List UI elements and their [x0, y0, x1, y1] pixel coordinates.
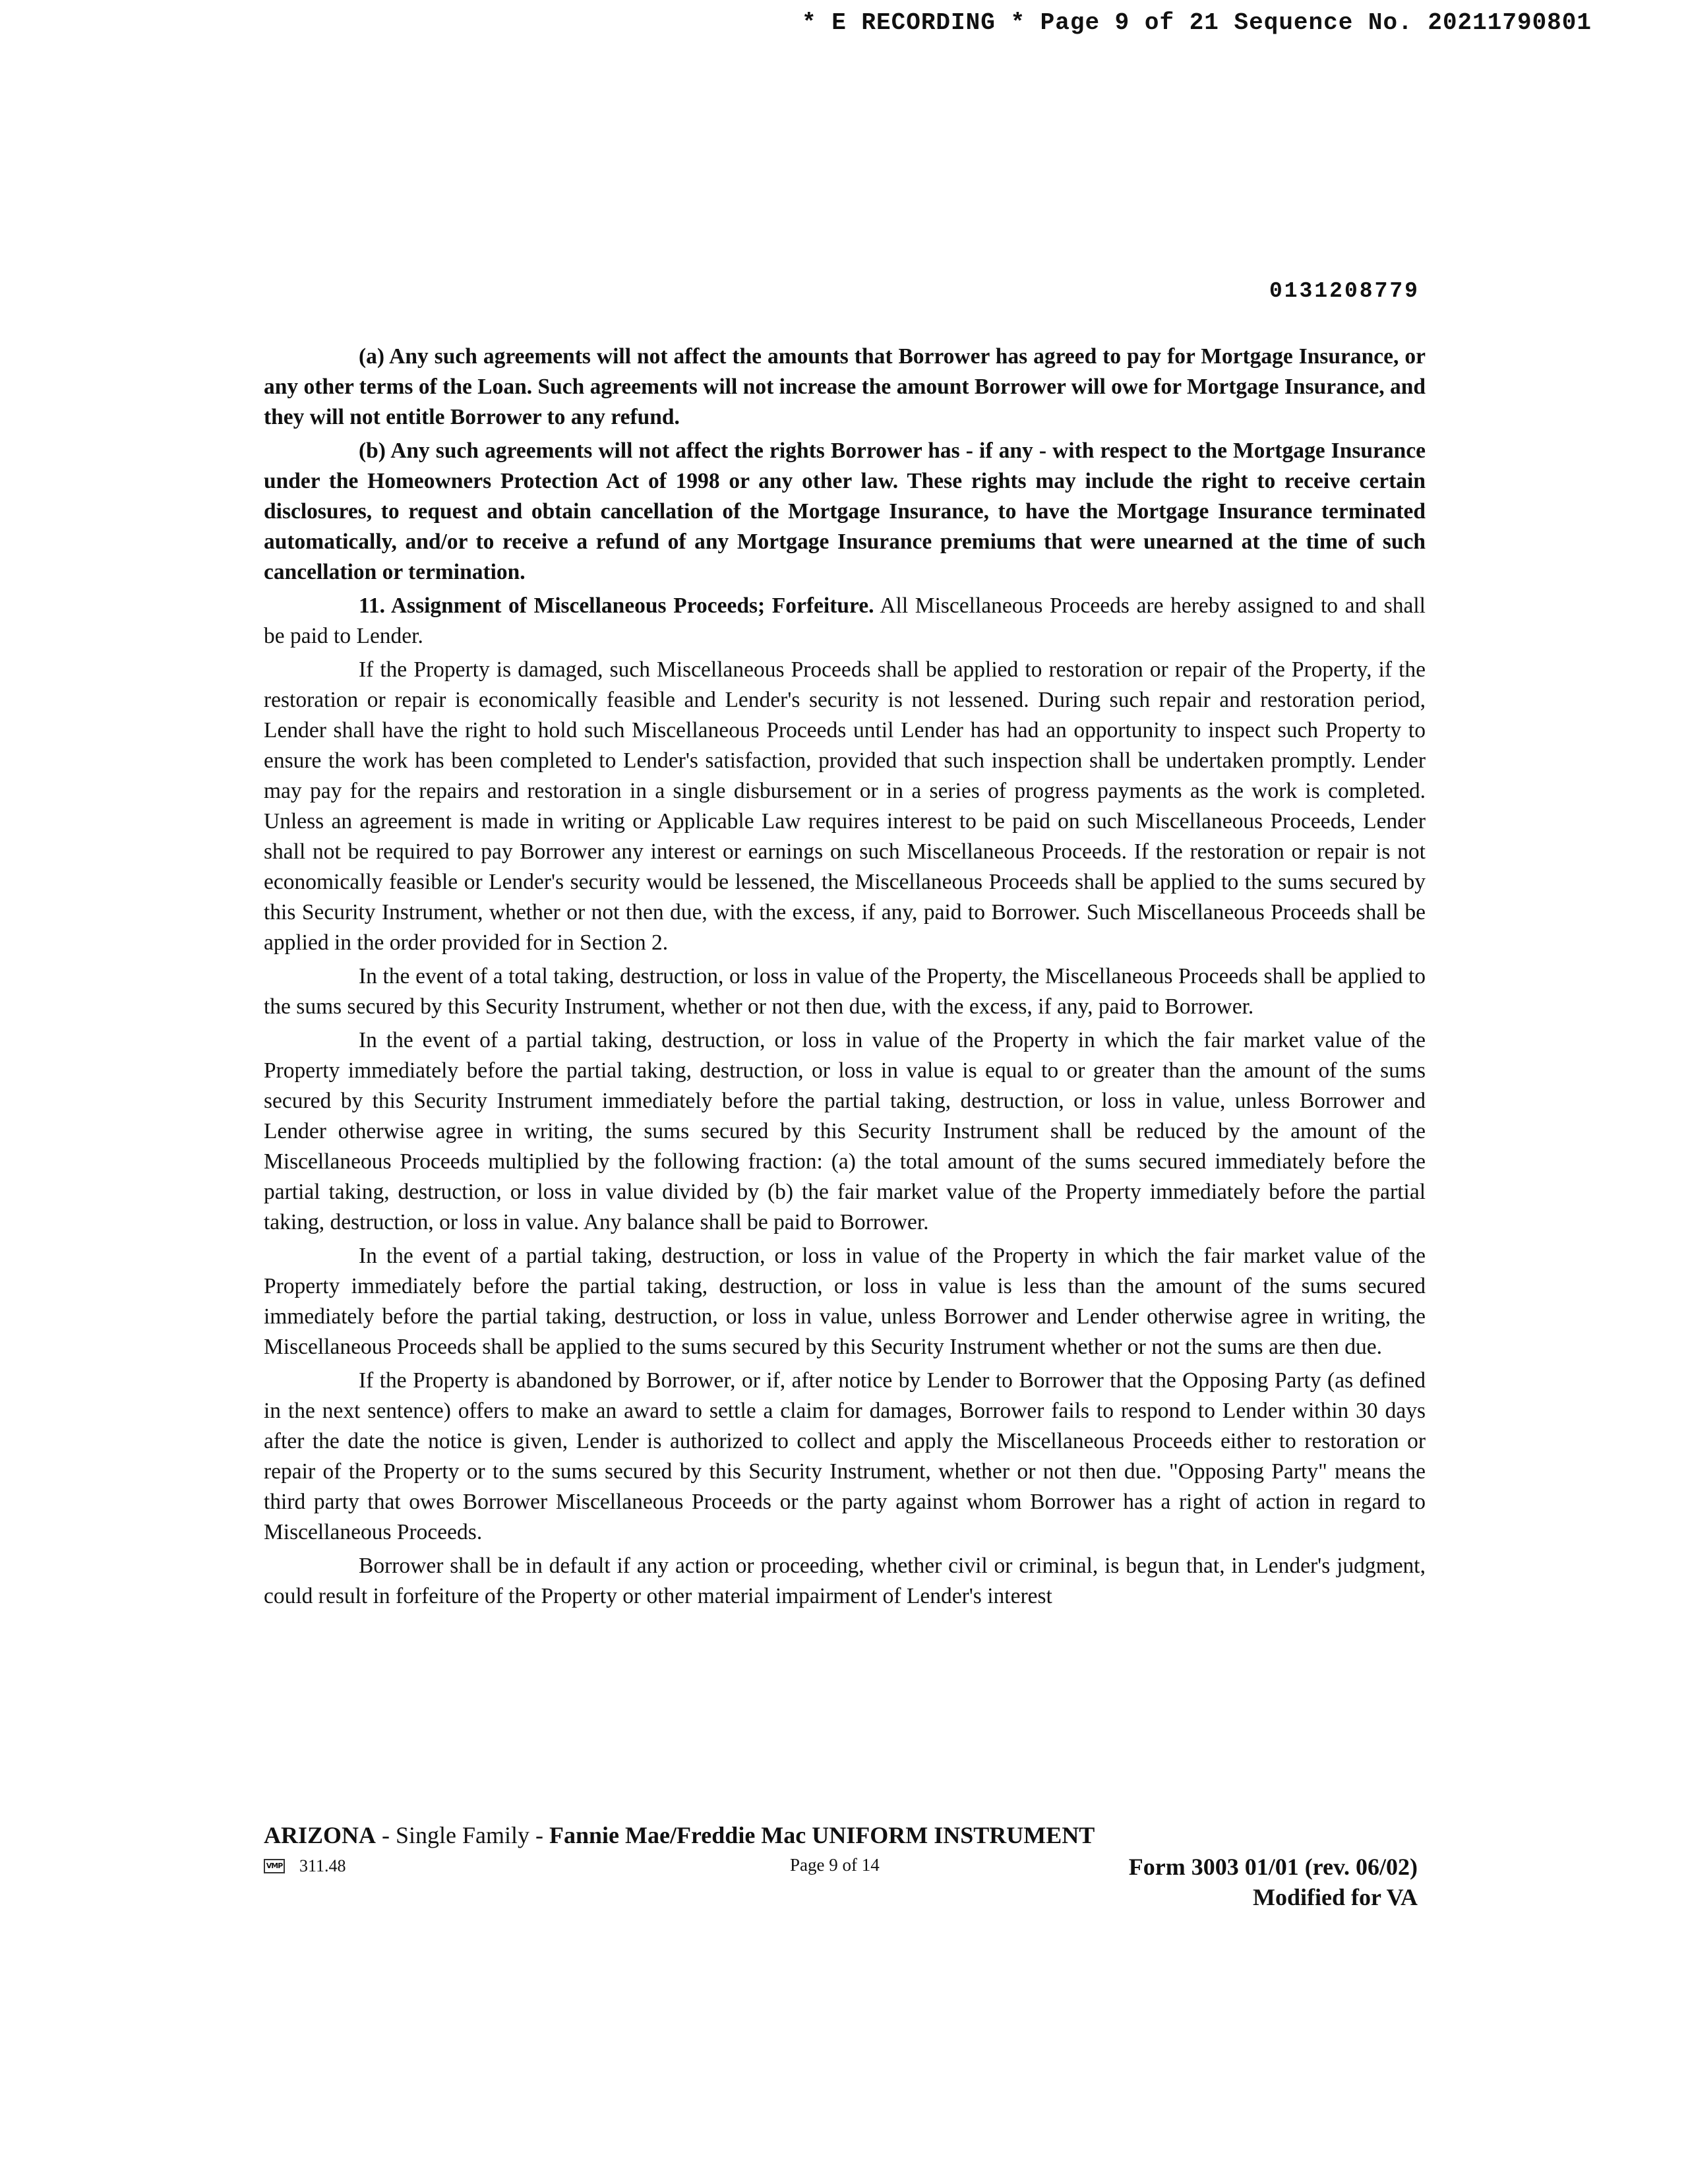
paragraph-property-abandoned: If the Property is abandoned by Borrower, or if, after notice by Lender to Borrower that the Opposing Party (as defined in the next sentence) offers to make an award to settle a claim for damages, Borrower fails to respond to Lender within 30 days after the date the notice is given, Lender is authorized to collect and apply the Miscellaneous Proceeds either to restoration or repair of the Property or to the sums secured by this Security Instrument, whether or not then due. "Opposing Party" means the third party that owes Borrower Miscellaneous Proceeds or the party against whom Borrower has a right of action in regard to Miscellaneous Proceeds. — [264, 1368, 1426, 1544]
section-11-heading: 11. Assignment of Miscellaneous Proceeds; Forfeiture. — [359, 593, 874, 618]
loan-number: 0131208779 — [1269, 279, 1420, 303]
footer-code-number: 311.48 — [299, 1856, 346, 1875]
paragraph-b: (b) Any such agreements will not affect the rights Borrower has - if any - with respect to the Mortgage Insurance under the Homeowners Protection Act of 1998 or any other law. These rights may include the right to receive certain disclosures, to request and obtain cancellation of the Mortgage Insurance, to have the Mortgage Insurance terminated automatically, and/or to receive a refund of any Mortgage Insurance premiums that were unearned at the time of such cancellation or termination. — [264, 439, 1426, 584]
footer-code — [264, 1856, 346, 1876]
paragraph-a: (a) Any such agreements will not affect the amounts that Borrower has agreed to pay for Mortgage Insurance, or any other terms of the Loan. Such agreements will not increase the amount Borrower will owe for Mortgage Insurance, and they will not entitle Borrower to any refund. — [264, 344, 1426, 429]
paragraph-partial-taking-greater: In the event of a partial taking, destruction, or loss in value of the Property in which the fair market value of the Property immediately before the partial taking, destruction, or loss in value is equal to or greater than the amount of the sums secured by this Security Instrument immediately before the partial taking, destruction, or loss in value, unless Borrower and Lender otherwise agree in writing, the sums secured by this Security Instrument shall be reduced by the amount of the Miscellaneous Proceeds multiplied by the following fraction: (a) the total amount of the sums secured immediately before the partial taking, destruction, or loss in value divided by (b) the fair market value of the Property immediately before the partial taking, destruction, or loss in value. Any balance shall be paid to Borrower. — [264, 1028, 1426, 1234]
paragraph-partial-taking-less: In the event of a partial taking, destruction, or loss in value of the Property in which the fair market value of the Property immediately before the partial taking, destruction, or loss in value is less than the amount of the sums secured immediately before the partial taking, destruction, or loss in value, unless Borrower and Lender otherwise agree in writing, the Miscellaneous Proceeds shall be applied to the sums secured by this Security Instrument whether or not the sums are then due. — [264, 1244, 1426, 1359]
section-11 — [264, 591, 1426, 652]
footer-form — [1129, 1852, 1418, 1912]
footer-page-number: Page 9 of 14 — [790, 1855, 880, 1875]
footer-state: ARIZONA — [264, 1822, 377, 1848]
recording-header: * E RECORDING * Page 9 of 21 Sequence No. 20211790801 — [802, 9, 1592, 36]
vmp-logo-icon: VMP — [264, 1859, 285, 1873]
footer-instrument-line — [264, 1821, 1095, 1849]
footer-instrument: Fannie Mae/Freddie Mac UNIFORM INSTRUMENT — [549, 1822, 1095, 1848]
footer-modified: Modified for VA — [1252, 1884, 1418, 1910]
footer-form-number: Form 3003 01/01 (rev. 06/02) — [1128, 1854, 1418, 1880]
paragraph-total-taking: In the event of a total taking, destruction, or loss in value of the Property, the Miscellaneous Proceeds shall be applied to the sums secured by this Security Instrument, whether or not then due, with the excess, if any, paid to Borrower. — [264, 964, 1426, 1019]
footer-separator: - Single Family - — [376, 1822, 550, 1848]
section-11-text: All Miscellaneous Proceeds are hereby assigned to and shall be paid to Lender. — [264, 593, 1426, 648]
paragraph-borrower-default: Borrower shall be in default if any action or proceeding, whether civil or criminal, is begun that, in Lender's judgment, could result in forfeiture of the Property or other material impairment of Lender's interest — [264, 1554, 1426, 1608]
document-body — [264, 342, 1426, 1615]
paragraph-property-damaged: If the Property is damaged, such Miscellaneous Proceeds shall be applied to restoration or repair of the Property, if the restoration or repair is economically feasible and Lender's security is not lessened. During such repair and restoration period, Lender shall have the right to hold such Miscellaneous Proceeds until Lender has had an opportunity to inspect such Property to ensure the work has been completed to Lender's satisfaction, provided that such inspection shall be undertaken promptly. Lender may pay for the repairs and restoration in a single disbursement or in a series of progress payments as the work is completed. Unless an agreement is made in writing or Applicable Law requires interest to be paid on such Miscellaneous Proceeds, Lender shall not be required to pay Borrower any interest or earnings on such Miscellaneous Proceeds. If the restoration or repair is not economically feasible or Lender's security would be lessened, the Miscellaneous Proceeds shall be applied to the sums secured by this Security Instrument, whether or not then due, with the excess, if any, paid to Borrower. Such Miscellaneous Proceeds shall be applied in the order provided for in Section 2. — [264, 657, 1426, 955]
